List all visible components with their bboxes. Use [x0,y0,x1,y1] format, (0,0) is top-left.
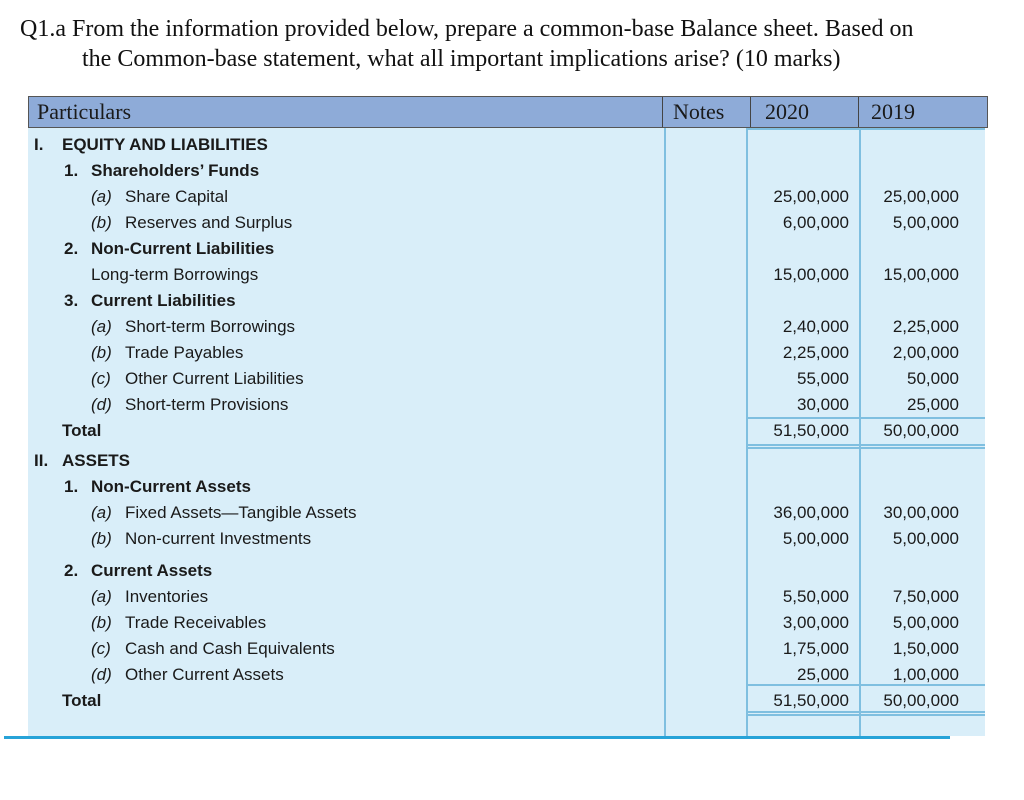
item-label: Cash and Cash Equivalents [125,639,335,658]
table-row [28,366,985,392]
item-label: Long-term Borrowings [91,265,259,284]
value-2020: 6,00,000 [782,213,849,232]
total-rule [746,444,985,446]
group-heading [28,558,985,584]
item-marker: (b) [91,613,112,632]
total-2019: 50,00,000 [883,421,959,440]
item-marker: (b) [91,213,112,232]
header-divider [858,97,859,127]
value-2020: 2,40,000 [782,317,849,336]
header-2020: 2020 [765,99,809,124]
header-underline [746,128,985,130]
value-2020: 15,00,000 [773,265,849,284]
total-label: Total [62,691,102,710]
table-row [28,210,985,236]
item-label: Non-current Investments [125,529,312,548]
item-marker: (a) [91,187,112,206]
group-numeral: 1. [64,161,79,180]
value-2020: 1,75,000 [782,639,849,658]
value-2019: 1,50,000 [892,639,959,658]
group-title: Current Liabilities [91,291,236,310]
group-numeral: 2. [64,561,79,580]
item-marker: (b) [91,529,112,548]
total-label: Total [62,421,102,440]
value-2020: 5,00,000 [782,529,849,548]
total-row [28,688,985,714]
group-heading [28,474,985,500]
group-title: Non-Current Assets [91,477,251,496]
section-heading [28,132,985,158]
header-divider [750,97,751,127]
item-label: Inventories [125,587,209,606]
table-row [28,526,985,552]
group-heading [28,236,985,262]
header-notes: Notes [673,99,725,124]
group-heading [28,158,985,184]
total-2019: 50,00,000 [883,691,959,710]
table-row [28,262,985,288]
value-2019: 15,00,000 [883,265,959,284]
table-row [28,636,985,662]
group-title: Current Assets [91,561,213,580]
item-label: Other Current Liabilities [125,369,304,388]
value-2020: 36,00,000 [773,503,849,522]
table-header [28,96,988,128]
value-2020: 25,000 [797,665,849,684]
item-label: Reserves and Surplus [125,213,293,232]
value-2019: 25,000 [907,395,959,414]
table-row [28,314,985,340]
total-row [28,418,985,444]
item-marker: (a) [91,317,112,336]
value-2020: 55,000 [797,369,849,388]
group-numeral: 1. [64,477,79,496]
group-title: Shareholders’ Funds [91,161,260,180]
item-marker: (a) [91,587,112,606]
item-label: Trade Receivables [125,613,267,632]
total-2020: 51,50,000 [773,691,849,710]
group-title: Non-Current Liabilities [91,239,275,258]
item-marker: (c) [91,639,111,658]
table-body [28,128,985,736]
group-heading [28,288,985,314]
value-2019: 2,00,000 [892,343,959,362]
table-row [28,662,985,688]
value-2020: 30,000 [797,395,849,414]
value-2019: 5,00,000 [892,213,959,232]
group-numeral: 3. [64,291,79,310]
section-numeral: I. [34,135,44,154]
balance-sheet-table [28,96,988,736]
bottom-rule [4,736,950,739]
item-label: Short-term Provisions [125,395,289,414]
header-particulars: Particulars [37,99,132,124]
value-2020: 2,25,000 [782,343,849,362]
item-label: Other Current Assets [125,665,284,684]
section-title: EQUITY AND LIABILITIES [62,135,268,154]
total-2020: 51,50,000 [773,421,849,440]
group-numeral: 2. [64,239,79,258]
table-row [28,392,985,418]
value-2019: 2,25,000 [892,317,959,336]
header-divider [662,97,663,127]
item-label: Fixed Assets—Tangible Assets [125,503,357,522]
value-2020: 25,00,000 [773,187,849,206]
value-2019: 1,00,000 [892,665,959,684]
item-marker: (c) [91,369,111,388]
header-2019: 2019 [871,99,915,124]
table-row [28,584,985,610]
value-2019: 5,00,000 [892,613,959,632]
table-row [28,184,985,210]
value-2019: 50,000 [907,369,959,388]
item-label: Share Capital [125,187,229,206]
item-marker: (b) [91,343,112,362]
value-2019: 7,50,000 [892,587,959,606]
item-label: Trade Payables [125,343,244,362]
question-text [20,14,1010,74]
value-2019: 5,00,000 [892,529,959,548]
question-line-2: the Common-base statement, what all important implications arise? (10 marks) [82,46,841,72]
item-marker: (d) [91,395,112,414]
table-row [28,500,985,526]
section-numeral: II. [34,451,49,470]
value-2019: 30,00,000 [883,503,959,522]
value-2020: 5,50,000 [782,587,849,606]
value-2020: 3,00,000 [782,613,849,632]
section-heading [28,448,985,474]
item-marker: (a) [91,503,112,522]
table-row [28,610,985,636]
question-line-1: Q1.a From the information provided below, prepare a common-base Balance sheet. Based on [20,16,914,42]
table-row [28,340,985,366]
value-2019: 25,00,000 [883,187,959,206]
item-marker: (d) [91,665,112,684]
total-rule [746,714,985,716]
section-title: ASSETS [62,451,131,470]
item-label: Short-term Borrowings [125,317,296,336]
